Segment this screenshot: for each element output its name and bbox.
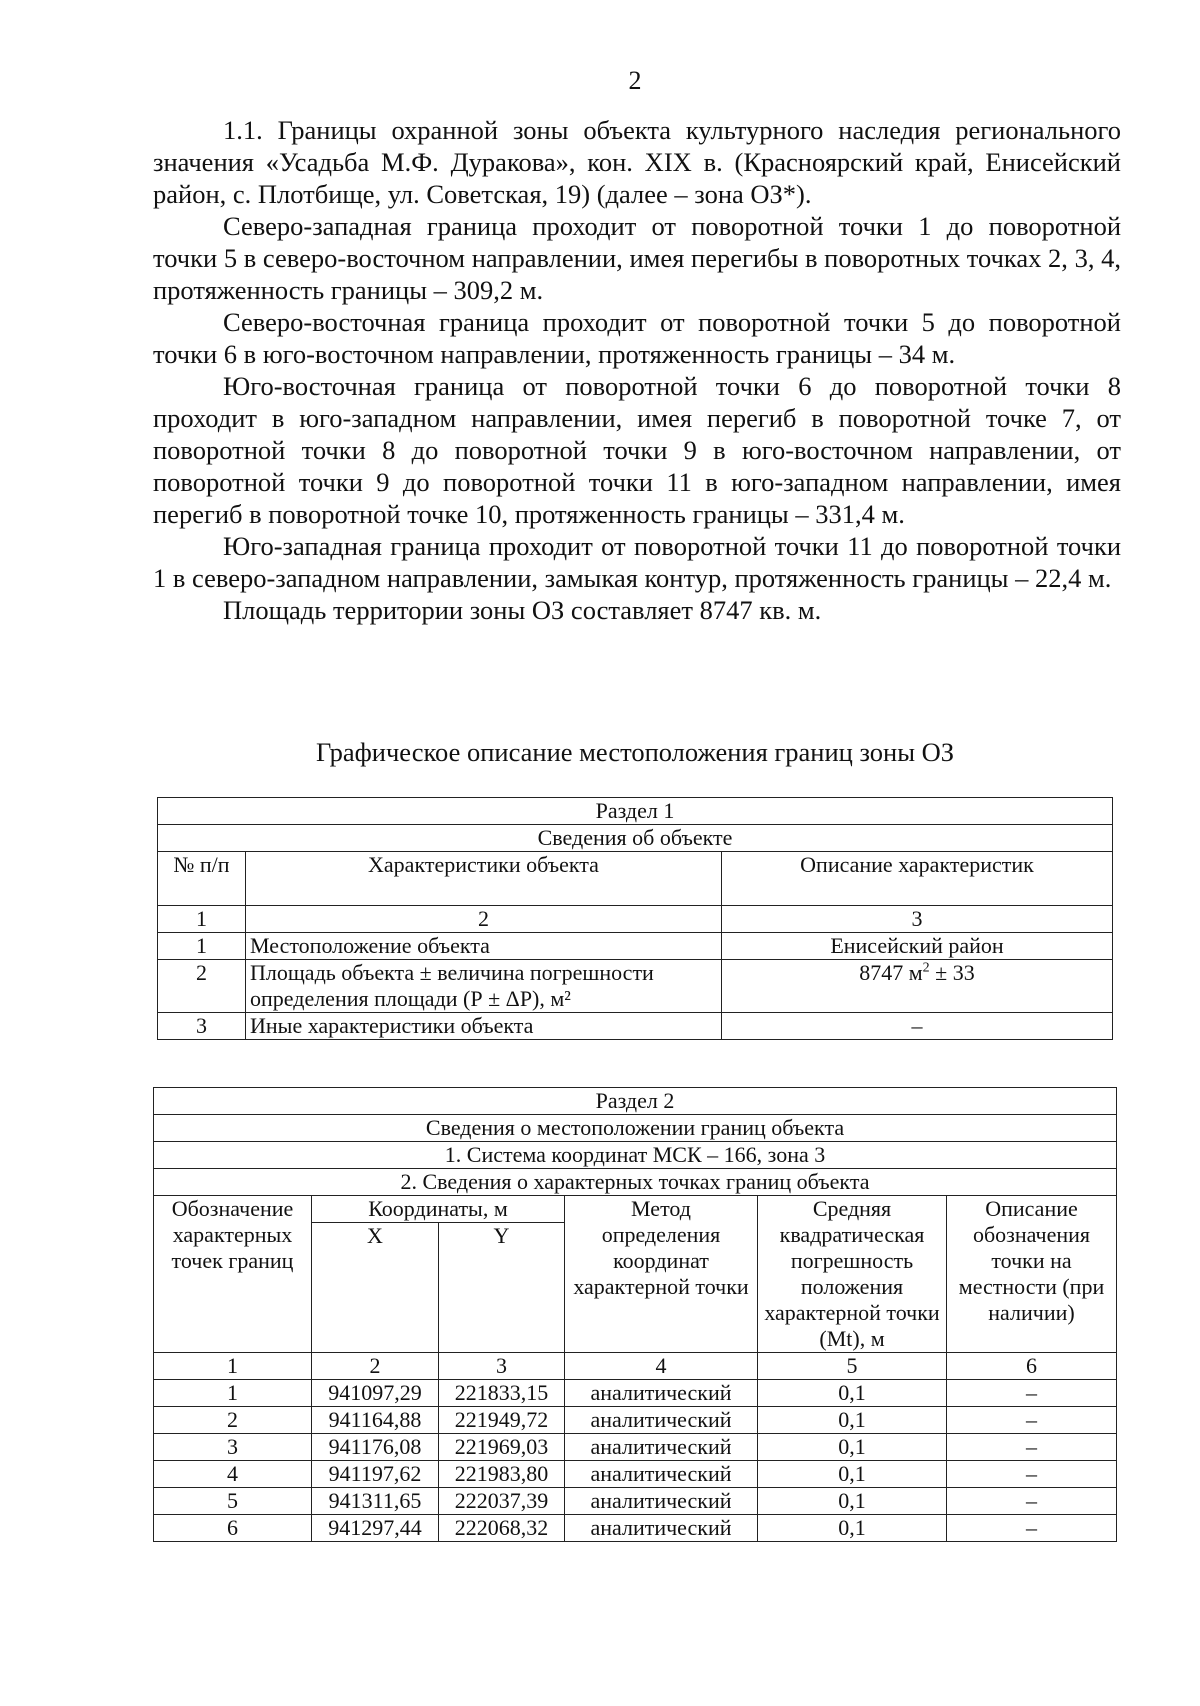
area-value: 8747 м <box>859 960 923 985</box>
table-row <box>154 1434 1117 1461</box>
points-title: 2. Сведения о характерных точках границ объекта <box>154 1169 1117 1196</box>
mt-error: 0,1 <box>758 1434 947 1461</box>
point-description: – <box>947 1488 1117 1515</box>
row-value: – <box>722 1013 1113 1040</box>
method: аналитический <box>565 1488 758 1515</box>
section2-title: Раздел 2 <box>154 1088 1117 1115</box>
section1-subtitle: Сведения об объекте <box>158 825 1113 852</box>
point-id: 1 <box>154 1380 312 1407</box>
row-number: 2 <box>158 960 246 1013</box>
header-number: № п/п <box>158 852 246 906</box>
section2-table <box>153 1087 1117 1542</box>
row-name: Иные характеристики объекта <box>246 1013 722 1040</box>
paragraph: 1.1. Границы охранной зоны объекта культурного наследия регионального значения «Усадьба М.Ф. Дуракова», кон. XIX в. (Красноярский край, Енисейский район, с. Плотбище, ул. Советская, 19) (далее – зона ОЗ*). <box>153 115 1121 209</box>
point-description: – <box>947 1434 1117 1461</box>
mt-error: 0,1 <box>758 1515 947 1542</box>
col-number: 3 <box>439 1353 565 1380</box>
table-row <box>158 933 1113 960</box>
mt-error: 0,1 <box>758 1407 947 1434</box>
header-y: Y <box>439 1223 565 1353</box>
mt-error: 0,1 <box>758 1461 947 1488</box>
col-number: 3 <box>722 906 1113 933</box>
col-number: 5 <box>758 1353 947 1380</box>
point-id: 4 <box>154 1461 312 1488</box>
col-number: 1 <box>158 906 246 933</box>
row-name: Местоположение объекта <box>246 933 722 960</box>
paragraph: Северо-западная граница проходит от поворотной точки 1 до поворотной точки 5 в северо-восточном направлении, имея перегибы в поворотных точках 2, 3, 4, протяженность границы – 309,2 м. <box>153 211 1121 305</box>
col-number: 6 <box>947 1353 1117 1380</box>
header-x: X <box>312 1223 439 1353</box>
row-number: 3 <box>158 1013 246 1040</box>
table-row <box>154 1515 1117 1542</box>
paragraph: Юго-восточная граница от поворотной точки 6 до поворотной точки 8 проходит в юго-западном направлении, имея перегиб в поворотной точке 7, от поворотной точки 8 до поворотной точки 9 в юго-восточном направлении, от поворотной точки 9 до поворотной точки 11 в юго-западном направлении, имея перегиб в поворотной точке 10, протяженность границы – 331,4 м. <box>153 371 1121 529</box>
coord-x: 941197,62 <box>312 1461 439 1488</box>
row-name: Площадь объекта ± величина погрешности определения площади (Р ± ΔР), м² <box>246 960 722 1013</box>
header-error: Средняя квадратическая погрешность положения характерной точки (Mt), м <box>758 1196 947 1353</box>
header-characteristics: Характеристики объекта <box>246 852 722 906</box>
row-number: 1 <box>158 933 246 960</box>
header-point-description: Описание обозначения точки на местности (при наличии) <box>947 1196 1117 1353</box>
table-row <box>154 1407 1117 1434</box>
paragraph: Северо-восточная граница проходит от поворотной точки 5 до поворотной точки 6 в юго-восточном направлении, протяженность границы – 34 м. <box>153 307 1121 369</box>
coord-x: 941097,29 <box>312 1380 439 1407</box>
coord-x: 941297,44 <box>312 1515 439 1542</box>
point-id: 6 <box>154 1515 312 1542</box>
coord-x: 941164,88 <box>312 1407 439 1434</box>
coord-y: 221969,03 <box>439 1434 565 1461</box>
section1-title: Раздел 1 <box>158 798 1113 825</box>
method: аналитический <box>565 1461 758 1488</box>
point-description: – <box>947 1515 1117 1542</box>
section1-table <box>157 797 1113 1040</box>
mt-error: 0,1 <box>758 1380 947 1407</box>
point-description: – <box>947 1380 1117 1407</box>
header-designation: Обозначение характерных точек границ <box>154 1196 312 1353</box>
coord-y: 221949,72 <box>439 1407 565 1434</box>
method: аналитический <box>565 1407 758 1434</box>
table-row <box>154 1380 1117 1407</box>
point-id: 3 <box>154 1434 312 1461</box>
row-value <box>722 960 1113 1013</box>
method: аналитический <box>565 1434 758 1461</box>
table-row <box>158 1013 1113 1040</box>
coord-x: 941311,65 <box>312 1488 439 1515</box>
method: аналитический <box>565 1380 758 1407</box>
mt-error: 0,1 <box>758 1488 947 1515</box>
header-method: Метод определения координат характерной точки <box>565 1196 758 1353</box>
header-description: Описание характеристик <box>722 852 1113 906</box>
section2-subtitle: Сведения о местоположении границ объекта <box>154 1115 1117 1142</box>
page-number: 2 <box>628 66 642 95</box>
col-number: 2 <box>312 1353 439 1380</box>
col-number: 2 <box>246 906 722 933</box>
method: аналитический <box>565 1515 758 1542</box>
table-row <box>154 1488 1117 1515</box>
col-number: 1 <box>154 1353 312 1380</box>
body-text <box>153 114 1121 626</box>
coord-y: 222037,39 <box>439 1488 565 1515</box>
area-error: ± 33 <box>929 960 975 985</box>
coord-x: 941176,08 <box>312 1434 439 1461</box>
coordinate-system: 1. Система координат МСК – 166, зона 3 <box>154 1142 1117 1169</box>
paragraph: Площадь территории зоны ОЗ составляет 8747 кв. м. <box>223 595 822 625</box>
coord-y: 221833,15 <box>439 1380 565 1407</box>
coord-y: 222068,32 <box>439 1515 565 1542</box>
point-id: 2 <box>154 1407 312 1434</box>
area-unit-sup: 2 <box>922 960 930 976</box>
point-id: 5 <box>154 1488 312 1515</box>
row-value: Енисейский район <box>722 933 1113 960</box>
point-description: – <box>947 1407 1117 1434</box>
table-row <box>158 960 1113 1013</box>
table-row <box>154 1461 1117 1488</box>
col-number: 4 <box>565 1353 758 1380</box>
header-coordinates: Координаты, м <box>312 1196 565 1223</box>
graphic-description-title: Графическое описание местоположения границ зоны ОЗ <box>315 737 955 767</box>
coord-y: 221983,80 <box>439 1461 565 1488</box>
paragraph: Юго-западная граница проходит от поворотной точки 11 до поворотной точки 1 в северо-западном направлении, замыкая контур, протяженность границы – 22,4 м. <box>153 531 1121 593</box>
point-description: – <box>947 1461 1117 1488</box>
